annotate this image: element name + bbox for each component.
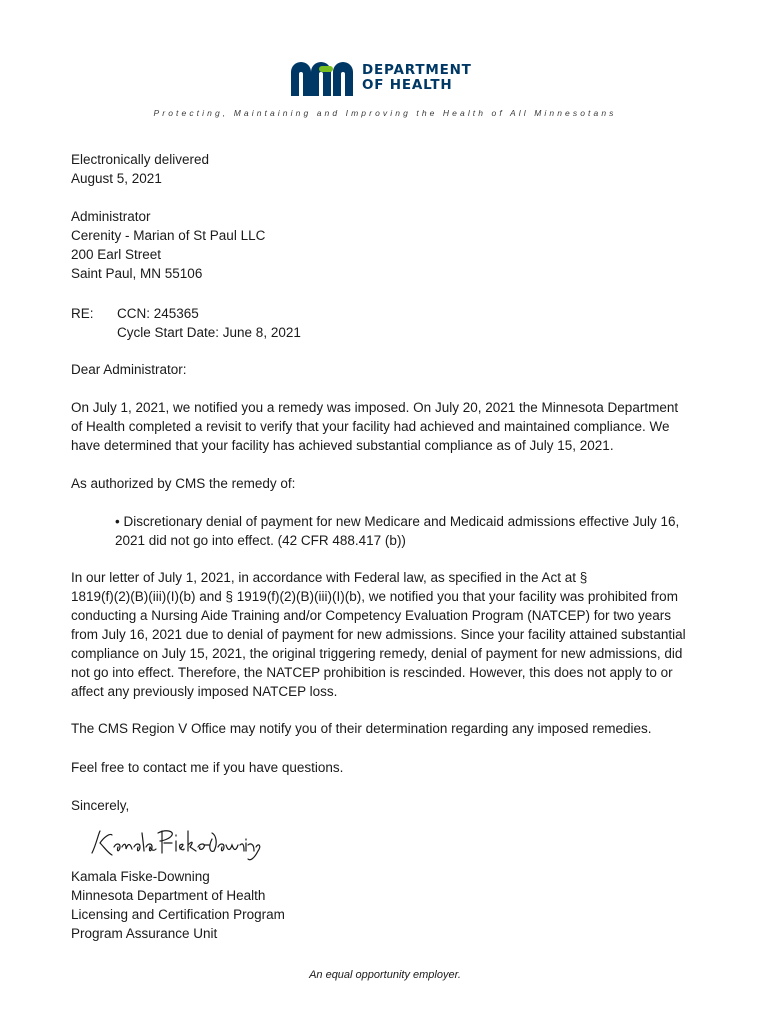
paragraph-line: of Health completed a revisit to verify that your facility had achieved and maintained compliance. We <box>71 419 670 434</box>
address-line: Cerenity - Marian of St Paul LLC <box>71 228 266 243</box>
delivery-method: Electronically delivered <box>71 152 210 167</box>
paragraph-line: affect any previously imposed NATCEP loss. <box>71 684 338 699</box>
remedy-bullet <box>115 512 705 550</box>
paragraph-5: Feel free to contact me if you have questions. <box>71 760 344 775</box>
re-details <box>117 304 301 342</box>
handwritten-signature <box>88 823 263 863</box>
logo-m-shape <box>291 62 311 96</box>
address-line: Administrator <box>71 209 151 224</box>
bullet-line: 2021 did not go into effect. (42 CFR 488.417 (b)) <box>115 533 406 548</box>
logo-green-accent <box>319 66 333 72</box>
paragraph-line: conducting a Nursing Aide Training and/or Competency Evaluation Program (NATCEP) for two years <box>71 608 672 623</box>
paragraph-4: The CMS Region V Office may notify you of their determination regarding any imposed remedies. <box>71 721 652 736</box>
paragraph-line: not go into effect. Therefore, the NATCEP prohibition is rescinded. However, this does not apply to or <box>71 665 673 680</box>
paragraph-line: 1819(f)(2)(B)(iii)(I)(b) and § 1919(f)(2)(B)(iii)(I)(b), we notified you that your facility was prohibited from <box>71 589 678 604</box>
closing: Sincerely, <box>71 798 130 813</box>
paragraph-line: On July 1, 2021, we notified you a remedy was imposed. On July 20, 2021 the Minnesota Department <box>71 400 679 415</box>
paragraph-line: have determined that your facility has achieved substantial compliance as of July 15, 2021. <box>71 438 614 453</box>
address-line: Saint Paul, MN 55106 <box>71 266 203 281</box>
signer-block <box>71 867 285 943</box>
letter-date: August 5, 2021 <box>71 171 162 186</box>
re-label: RE: <box>71 306 94 321</box>
signer-org: Minnesota Department of Health <box>71 888 266 903</box>
paragraph-line: In our letter of July 1, 2021, in accordance with Federal law, as specified in the Act at § <box>71 570 588 585</box>
tagline: Protecting, Maintaining and Improving the Health of All Minnesotans <box>153 108 617 118</box>
logo-wordmark <box>362 63 472 93</box>
recipient-address <box>71 207 265 283</box>
signer-unit: Program Assurance Unit <box>71 926 218 941</box>
re-line: Cycle Start Date: June 8, 2021 <box>117 325 301 340</box>
logo-line-1: DEPARTMENT <box>362 62 472 78</box>
salutation: Dear Administrator: <box>71 362 187 377</box>
paragraph-2: As authorized by CMS the remedy of: <box>71 476 296 491</box>
paragraph-3 <box>71 568 701 701</box>
logo-line-2: OF HEALTH <box>362 77 453 93</box>
re-line: CCN: 245365 <box>117 306 199 321</box>
paragraph-line: from July 16, 2021 due to denial of payment for new admissions. Since your facility attained substantial <box>71 627 686 642</box>
bullet-line: • Discretionary denial of payment for new Medicare and Medicaid admissions effective July 16, <box>115 514 680 529</box>
paragraph-line: compliance on July 15, 2021, the original triggering remedy, denial of payment for new admissions, did <box>71 646 683 661</box>
paragraph-1 <box>71 398 701 455</box>
delivery-block <box>71 150 209 188</box>
footer-eeo: An equal opportunity employer. <box>309 969 461 981</box>
logo-n-shape <box>333 62 353 96</box>
signer-program: Licensing and Certification Program <box>71 907 285 922</box>
address-line: 200 Earl Street <box>71 247 162 262</box>
signer-name: Kamala Fiske-Downing <box>71 869 210 884</box>
